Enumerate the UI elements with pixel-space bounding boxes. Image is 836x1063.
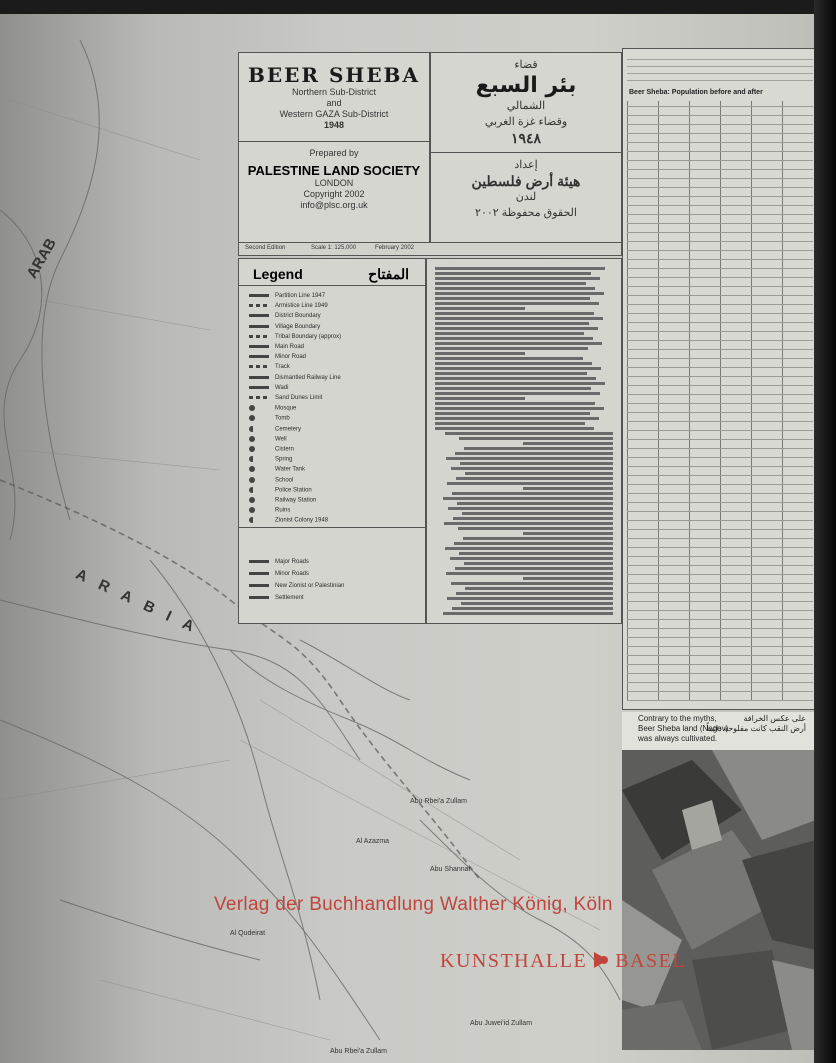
notes-text-line bbox=[461, 602, 613, 605]
notes-text-line bbox=[523, 442, 613, 445]
kunsthalle-basel-logo bbox=[440, 950, 686, 973]
map-place-label: Abu Rbei'a Zullam bbox=[410, 798, 467, 805]
notes-text-line bbox=[435, 352, 525, 355]
notes-text-line bbox=[465, 472, 613, 475]
arabic-copyright: الحقوق محفوظة ٢٠٠٢ bbox=[475, 207, 577, 219]
myth-line: was always cultivated. bbox=[638, 734, 718, 743]
notes-text-line bbox=[435, 417, 599, 420]
notes-text-line bbox=[435, 357, 583, 360]
notes-text-line bbox=[435, 412, 590, 415]
aerial-photo bbox=[622, 750, 816, 1050]
legend-label: Major Roads bbox=[275, 559, 310, 565]
legend-item bbox=[249, 313, 321, 319]
notes-text-line bbox=[523, 487, 613, 490]
notes-text-line bbox=[435, 422, 585, 425]
notes-text-line bbox=[435, 282, 586, 285]
legend-item bbox=[249, 405, 296, 412]
notes-text-line bbox=[523, 532, 613, 535]
legend-symbol-icon bbox=[249, 335, 269, 338]
publisher-name: Verlag der Buchhandlung Walther König, Köln bbox=[214, 894, 613, 915]
notes-text-line bbox=[435, 377, 596, 380]
notes-text-line bbox=[446, 572, 613, 575]
notes-text-line bbox=[435, 292, 604, 295]
notes-text-line bbox=[447, 597, 613, 600]
city-name: LONDON bbox=[314, 178, 354, 188]
notes-text-line bbox=[435, 287, 595, 290]
subtitle-line: and bbox=[326, 98, 342, 108]
legend-panel bbox=[238, 258, 426, 624]
map-place-label: Abu Shannar bbox=[430, 866, 471, 873]
legend-symbol-icon bbox=[249, 376, 269, 379]
notes-text-line bbox=[463, 537, 613, 540]
legend-label: Cemetery bbox=[275, 426, 302, 433]
notes-text-line bbox=[455, 452, 613, 455]
legend-item bbox=[249, 324, 320, 330]
notes-text-line bbox=[452, 492, 613, 495]
notes-text-line bbox=[435, 342, 602, 345]
legend-item bbox=[249, 426, 301, 433]
notes-text-line bbox=[450, 557, 613, 560]
legend-symbol-icon bbox=[249, 396, 269, 399]
legend-item bbox=[249, 385, 288, 391]
legend-item bbox=[249, 507, 290, 514]
arabic-qada: قضاء bbox=[514, 59, 538, 71]
notes-text-line bbox=[435, 307, 525, 310]
legend-label: Minor Road bbox=[275, 354, 307, 361]
legend-label: Settlement bbox=[275, 595, 304, 601]
notes-text-line bbox=[443, 612, 613, 615]
notes-text-line bbox=[435, 402, 595, 405]
notes-text-line bbox=[435, 387, 591, 390]
legend-label: Zionist Colony 1948 bbox=[275, 517, 329, 524]
legend-label: Police Station bbox=[275, 487, 312, 494]
notes-text-line bbox=[445, 547, 613, 550]
legend-symbol-icon bbox=[249, 456, 255, 462]
notes-text-line bbox=[435, 322, 589, 325]
legend-symbol-icon bbox=[249, 487, 255, 493]
notes-text-line bbox=[435, 317, 603, 320]
notes-text-line bbox=[465, 587, 613, 590]
notes-text-line bbox=[451, 467, 613, 470]
arabic-gaza: وقضاء غزة الغربي bbox=[484, 116, 568, 128]
notes-text-line bbox=[464, 447, 613, 450]
legend-item bbox=[249, 436, 287, 443]
legend-header bbox=[239, 263, 425, 286]
population-title: Beer Sheba: Population before and after bbox=[629, 89, 763, 96]
legend-symbol-icon bbox=[249, 304, 269, 307]
legend-item bbox=[249, 344, 304, 350]
legend-symbol-icon bbox=[249, 584, 269, 587]
legend-label: Water Tank bbox=[275, 466, 306, 473]
notes-text-line bbox=[460, 462, 613, 465]
notes-text-line bbox=[435, 392, 600, 395]
notes-text-line bbox=[457, 502, 613, 505]
legend-label: New Zionist or Palestinian bbox=[275, 583, 345, 589]
legend-item bbox=[249, 334, 341, 340]
notes-text-line bbox=[435, 382, 605, 385]
notes-text-line bbox=[456, 477, 613, 480]
map-title: BEER SHEBA bbox=[248, 63, 420, 87]
notes-text-line bbox=[448, 507, 613, 510]
legend-label: Track bbox=[275, 364, 290, 371]
legend-label: Ruins bbox=[275, 507, 291, 514]
arabic-year: ١٩٤٨ bbox=[510, 130, 542, 146]
arabic-city: لندن bbox=[515, 191, 537, 203]
legend-label: Main Road bbox=[275, 344, 305, 350]
legend-label: Sand Dunes Limit bbox=[275, 395, 323, 401]
book-spine bbox=[814, 0, 836, 1063]
brand-right: BASEL bbox=[615, 950, 687, 972]
legend-symbol-icon bbox=[249, 497, 255, 503]
legend-label: Tomb bbox=[275, 415, 290, 422]
notes-text-line bbox=[452, 607, 613, 610]
legend-item bbox=[249, 466, 305, 473]
notes-text-line bbox=[435, 332, 584, 335]
notes-panel bbox=[426, 258, 622, 624]
legend-symbol-icon bbox=[249, 365, 269, 368]
myth-line-arabic: على عكس الخرافة bbox=[743, 714, 806, 723]
myth-line-arabic: أرض النقب كانت مفلوحة دائماً bbox=[706, 724, 806, 733]
legend-item bbox=[249, 364, 290, 370]
legend-item bbox=[249, 517, 328, 524]
legend-symbol-icon bbox=[249, 355, 269, 358]
legend-label: Well bbox=[275, 436, 287, 443]
notes-text-line bbox=[435, 372, 587, 375]
notes-text-line bbox=[451, 582, 613, 585]
legend-item bbox=[249, 303, 328, 309]
legend-item bbox=[249, 456, 292, 463]
legend-item bbox=[249, 415, 290, 422]
map-place-label: Abu Rbei'a Zullam bbox=[330, 1048, 387, 1055]
legend-symbol-icon bbox=[249, 596, 269, 599]
arabic-north: الشمالي bbox=[506, 100, 546, 112]
table-header-lines bbox=[627, 53, 813, 81]
edition-date: February 2002 bbox=[375, 245, 415, 251]
legend-symbol-icon bbox=[249, 415, 255, 421]
notes-text-line bbox=[455, 567, 613, 570]
notes-text-line bbox=[444, 522, 613, 525]
notes-text-line bbox=[435, 407, 604, 410]
legend-item bbox=[249, 354, 306, 360]
organization-name: PALESTINE LAND SOCIETY bbox=[247, 163, 421, 178]
legend-label: Mosque bbox=[275, 405, 297, 412]
arabic-prepared-by: إعداد bbox=[514, 159, 538, 171]
notes-text-line bbox=[435, 327, 598, 330]
notes-text-line bbox=[435, 367, 601, 370]
legend-symbol-icon bbox=[249, 325, 269, 328]
notes-text-line bbox=[435, 302, 599, 305]
legend-label: Cistern bbox=[275, 446, 295, 453]
legend-symbol-icon bbox=[249, 477, 255, 483]
notes-text-line bbox=[464, 562, 613, 565]
arabic-title: بئر السبع bbox=[475, 73, 577, 98]
legend-item bbox=[249, 446, 294, 453]
legend-title-arabic: المفتاح bbox=[368, 266, 409, 282]
legend-symbol-icon bbox=[249, 405, 255, 411]
legend-label: School bbox=[275, 477, 294, 484]
legend-symbol-icon bbox=[249, 314, 269, 317]
legend-label: Partition Line 1947 bbox=[275, 293, 326, 299]
legend-item bbox=[249, 497, 316, 504]
legend-label: Village Boundary bbox=[275, 323, 321, 330]
notes-text-line bbox=[435, 267, 605, 270]
edition: Second Edition bbox=[245, 245, 286, 251]
notes-text-line bbox=[447, 482, 613, 485]
legend-label: District Boundary bbox=[275, 313, 321, 320]
myth-line: Beer Sheba land (Negev) bbox=[638, 724, 729, 733]
notes-text-line bbox=[435, 347, 588, 350]
legend-symbol-icon bbox=[249, 507, 255, 513]
myth-line: Contrary to the myths, bbox=[638, 714, 717, 723]
prepared-by: Prepared by bbox=[309, 148, 359, 158]
legend-symbol-icon bbox=[249, 560, 269, 563]
legend-symbol-icon bbox=[249, 517, 255, 523]
population-table bbox=[622, 48, 818, 710]
legend-label: Armistice Line 1949 bbox=[275, 303, 328, 310]
notes-text-line bbox=[445, 432, 613, 435]
copyright: Copyright 2002 bbox=[303, 189, 365, 199]
legend-lower-item bbox=[249, 571, 309, 577]
notes-text-line bbox=[435, 277, 600, 280]
legend-label: Dismantled Railway Line bbox=[275, 374, 341, 381]
legend-symbol-icon bbox=[249, 426, 255, 432]
legend-label: Tribal Boundary (approx) bbox=[275, 333, 342, 340]
arabic-organization: هيئة أرض فلسطين bbox=[471, 173, 581, 189]
notes-text-line bbox=[435, 397, 525, 400]
subtitle-line: Northern Sub-District bbox=[291, 87, 377, 97]
notes-text-line bbox=[443, 497, 613, 500]
legend-label: Wadi bbox=[275, 384, 289, 391]
notes-text-line bbox=[462, 512, 613, 515]
notes-text-line bbox=[435, 427, 594, 430]
kunsthalle-mark-icon bbox=[591, 950, 611, 970]
myth-arabic bbox=[707, 714, 806, 734]
title-block-arabic bbox=[430, 52, 622, 254]
notes-text-line bbox=[453, 517, 613, 520]
legend-symbol-icon bbox=[249, 572, 269, 575]
notes-text-line bbox=[435, 272, 591, 275]
legend-label: Minor Roads bbox=[275, 571, 310, 577]
legend-label: Spring bbox=[275, 456, 293, 463]
notes-text-line bbox=[435, 297, 590, 300]
map-place-label: Abu Juwei'id Zullam bbox=[470, 1020, 533, 1027]
brand-left: KUNSTHALLE bbox=[440, 950, 588, 972]
notes-text-line bbox=[435, 362, 592, 365]
notes-text-line bbox=[446, 457, 613, 460]
map-year: 1948 bbox=[323, 120, 345, 130]
notes-text-line bbox=[456, 592, 613, 595]
notes-text-line bbox=[458, 527, 613, 530]
notes-text-line bbox=[435, 337, 593, 340]
myth-caption bbox=[622, 712, 816, 750]
legend-label: Railway Station bbox=[275, 497, 317, 504]
legend-item bbox=[249, 375, 341, 381]
edition-bar bbox=[238, 242, 622, 256]
legend-symbol-icon bbox=[249, 466, 255, 472]
notes-text-line bbox=[454, 542, 613, 545]
map-region-label-a: ARAB bbox=[23, 235, 60, 282]
scale: Scale 1: 125,000 bbox=[311, 245, 357, 251]
map-region-label: ARABIA bbox=[73, 565, 210, 642]
email: info@plsc.org.uk bbox=[300, 200, 368, 210]
legend-lower-item bbox=[249, 595, 304, 601]
legend-item bbox=[249, 487, 312, 494]
population-grid bbox=[627, 101, 813, 701]
map-place-label: Al Azazma bbox=[356, 838, 390, 845]
legend-symbol-icon bbox=[249, 345, 269, 348]
legend-symbol-icon bbox=[249, 386, 269, 389]
subtitle-line: Western GAZA Sub-District bbox=[279, 109, 389, 119]
notes-text-line bbox=[459, 437, 613, 440]
legend-symbol-icon bbox=[249, 294, 269, 297]
legend-item bbox=[249, 477, 293, 484]
notes-text-line bbox=[523, 577, 613, 580]
legend-symbol-icon bbox=[249, 436, 255, 442]
legend-item bbox=[249, 293, 325, 299]
legend-symbol-icon bbox=[249, 446, 255, 452]
notes-text-line bbox=[435, 312, 594, 315]
title-block-english bbox=[238, 52, 430, 254]
legend-item bbox=[249, 395, 322, 401]
legend-lower-item bbox=[249, 583, 344, 589]
legend-lower-item bbox=[249, 559, 309, 565]
notes-text-line bbox=[459, 552, 613, 555]
legend-title: Legend bbox=[253, 266, 303, 282]
map-place-label: Al Qudeirat bbox=[230, 930, 266, 937]
